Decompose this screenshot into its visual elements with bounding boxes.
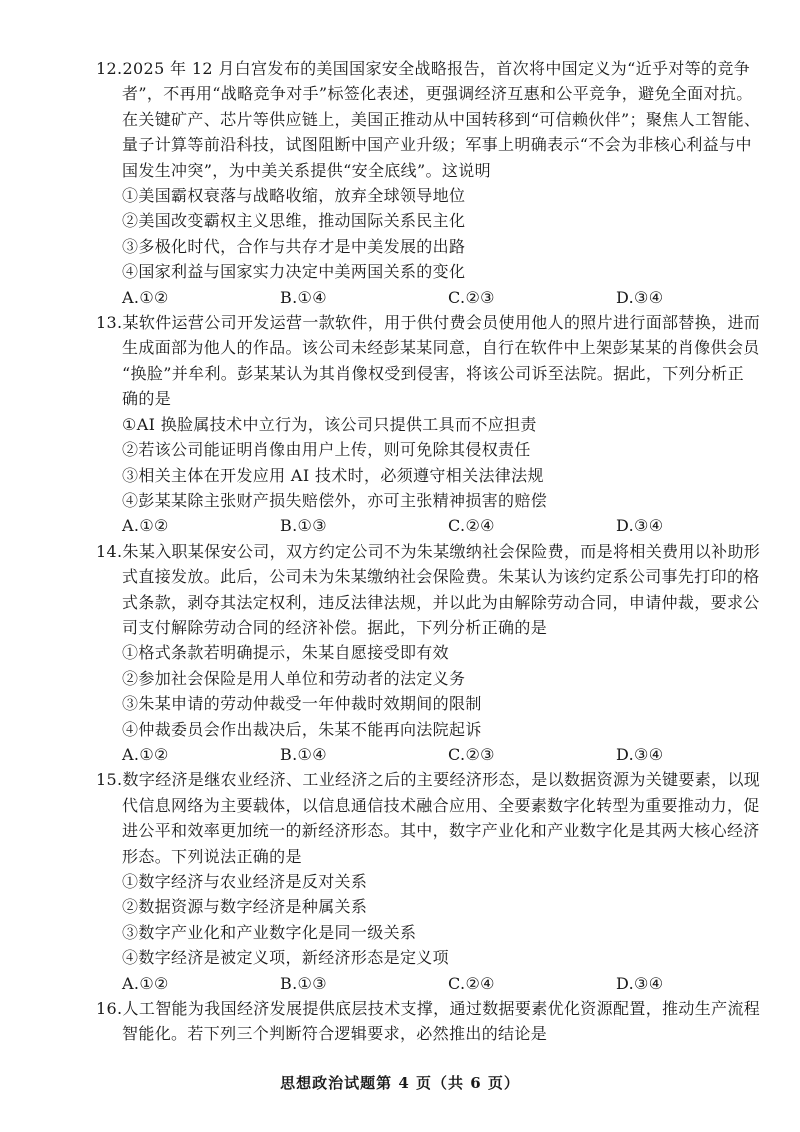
question-stem-line: 智能化。若下列三个判断符合逻辑要求，必然推出的结论是	[122, 1024, 548, 1044]
statement-option: ④国家利益与国家实力决定中美两国关系的变化	[122, 262, 466, 282]
answer-choice-b: B.①④	[280, 287, 327, 307]
statement-option: ③相关主体在开发应用 AI 技术时，必须遵守相关法律法规	[122, 465, 544, 485]
question-stem-line: 12.2025 年 12 月白宫发布的美国国家安全战略报告，首次将中国定义为“近乎对等的竞争	[96, 59, 751, 78]
statement-option: ①美国霸权衰落与战略收缩，放弃全球领导地位	[122, 186, 466, 206]
question-15	[96, 767, 776, 996]
answer-choice-d: D.③④	[616, 744, 664, 764]
statement-option: ①AI 换脸属技术中立行为，该公司只提供工具而不应担责	[122, 414, 537, 434]
answer-choices	[96, 742, 776, 767]
question-stem-line: 在关键矿产、芯片等供应链上，美国正推动从中国转移到“可信赖伙伴”；聚焦人工智能、	[122, 109, 761, 129]
question-stem-line: 司支付解除劳动合同的经济补偿。据此，下列分析正确的是	[122, 617, 548, 637]
answer-choice-c: C.②④	[448, 973, 495, 993]
answer-choice-d: D.③④	[616, 516, 664, 536]
answer-choices	[96, 513, 776, 538]
exam-page	[96, 56, 776, 1047]
question-14	[96, 539, 776, 768]
answer-choices	[96, 285, 776, 310]
question-stem-line: 14.朱某入职某保安公司，双方约定公司不为朱某缴纳社会保险费，而是将相关费用以补助形	[96, 541, 761, 561]
answer-choice-b: B.①③	[280, 516, 327, 536]
answer-choice-c: C.②④	[448, 516, 495, 536]
question-stem-line: “换脸”并牟利。彭某某认为其肖像权受到侵害，将该公司诉至法院。据此，下列分析正	[122, 363, 745, 383]
question-stem-line: 16.人工智能为我国经济发展提供底层技术支撑，通过数据要素优化资源配置，推动生产流程	[96, 999, 761, 1019]
question-stem-line: 确的是	[122, 389, 172, 409]
answer-choice-d: D.③④	[616, 973, 664, 993]
statement-option: ②若该公司能证明肖像由用户上传，则可免除其侵权责任	[122, 440, 531, 460]
question-stem-line: 式条款，剥夺其法定权利，违反法律法规，并以此为由解除劳动合同，申请仲裁，要求公	[122, 592, 760, 612]
question-stem-line: 式直接发放。此后，公司未为朱某缴纳社会保险费。朱某认为该约定系公司事先打印的格	[122, 567, 760, 587]
statement-option: ②数据资源与数字经济是种属关系	[122, 897, 368, 917]
question-stem-line: 15.数字经济是继农业经济、工业经济之后的主要经济形态，是以数据资源为关键要素，以现	[96, 770, 761, 790]
question-stem-line: 生成面部为他人的作品。该公司未经彭某某同意，自行在软件中上架彭某某的肖像供会员	[122, 338, 760, 358]
answer-choices	[96, 971, 776, 996]
answer-choice-c: C.②③	[448, 744, 495, 764]
statement-option: ③数字产业化和产业数字化是同一级关系	[122, 922, 417, 942]
question-16	[96, 996, 776, 1047]
answer-choice-b: B.①④	[280, 744, 327, 764]
answer-choice-b: B.①③	[280, 973, 327, 993]
question-12	[96, 56, 776, 310]
question-stem-line: 形态。下列说法正确的是	[122, 846, 302, 866]
question-stem-line: 者”，不再用“战略竞争对手”标签化表述，更强调经济互惠和公平竞争，避免全面对抗。	[122, 84, 753, 104]
statement-option: ③多极化时代，合作与共存才是中美发展的出路	[122, 236, 466, 256]
answer-choice-a: A.①②	[122, 287, 169, 307]
answer-choice-d: D.③④	[616, 287, 664, 307]
question-stem-line: 量子计算等前沿科技，试图阻断中国产业升级；军事上明确表示“不会为非核心利益与中	[122, 135, 752, 155]
statement-option: ④仲裁委员会作出裁决后，朱某不能再向法院起诉	[122, 719, 482, 739]
answer-choice-a: A.①②	[122, 516, 169, 536]
question-stem-line: 进公平和效率更加统一的新经济形态。其中，数字产业化和产业数字化是其两大核心经济	[122, 821, 760, 841]
statement-option: ④数字经济是被定义项，新经济形态是定义项	[122, 948, 450, 968]
question-stem-line: 13.某软件运营公司开发运营一款软件，用于供付费会员使用他人的照片进行面部替换，进而	[96, 313, 761, 333]
statement-option: ④彭某某除主张财产损失赔偿外，亦可主张精神损害的赔偿	[122, 490, 548, 510]
question-stem-line: 国发生冲突”，为中美关系提供“安全底线”。这说明	[122, 160, 491, 180]
answer-choice-c: C.②③	[448, 287, 495, 307]
statement-option: ①数字经济与农业经济是反对关系	[122, 872, 368, 891]
statement-option: ①格式条款若明确提示，朱某自愿接受即有效	[122, 643, 450, 663]
statement-option: ②参加社会保险是用人单位和劳动者的法定义务	[122, 668, 466, 688]
answer-choice-a: A.①②	[122, 744, 169, 764]
question-stem-line: 代信息网络为主要载体，以信息通信技术融合应用、全要素数字化转型为重要推动力，促	[122, 795, 760, 815]
statement-option: ③朱某申请的劳动仲裁受一年仲裁时效期间的限制	[122, 694, 482, 714]
statement-option: ②美国改变霸权主义思维，推动国际关系民主化	[122, 211, 466, 231]
page-footer: 思想政治试题第 4 页（共 6 页）	[280, 1074, 520, 1092]
answer-choice-a: A.①②	[122, 973, 169, 993]
question-13	[96, 310, 776, 539]
